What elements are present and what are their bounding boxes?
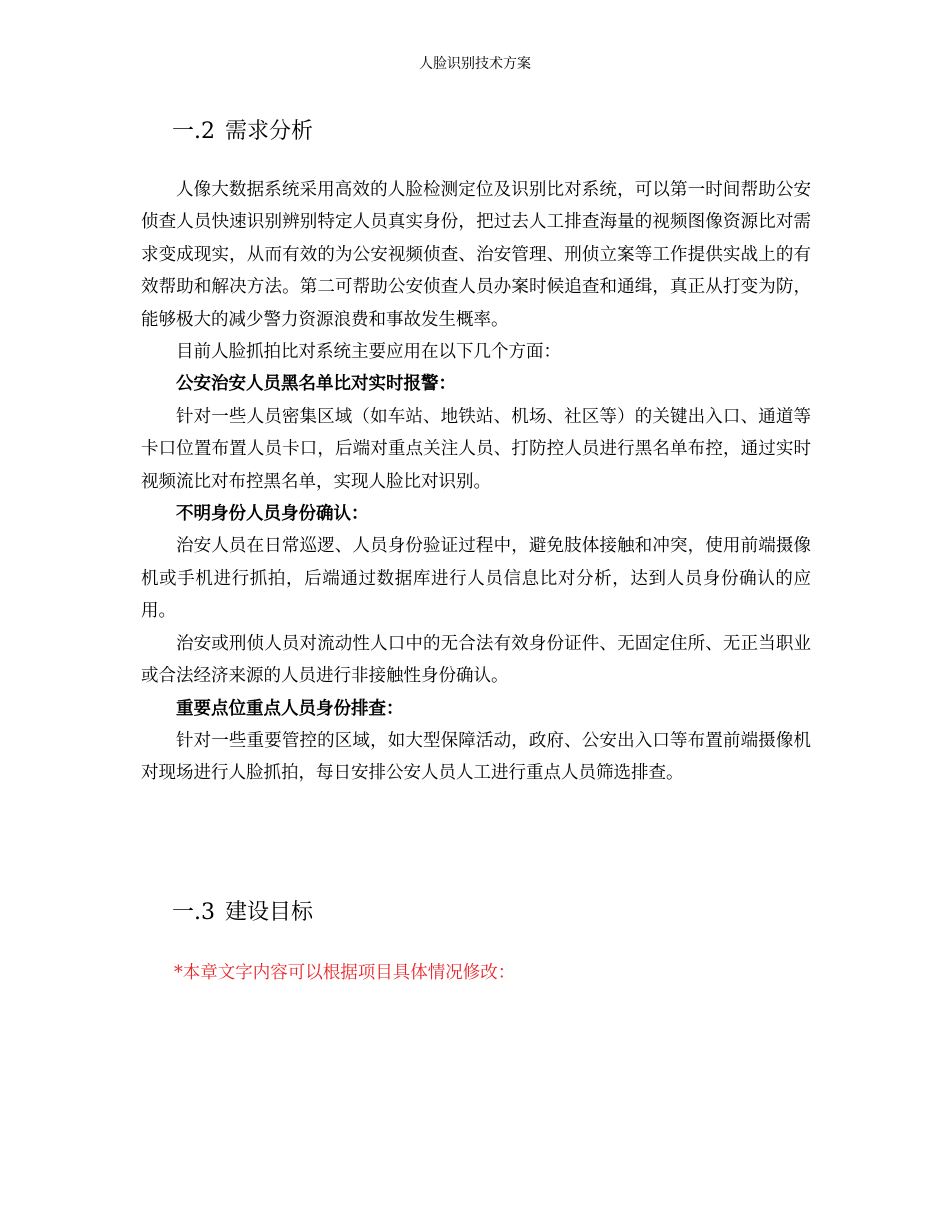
paragraph-floating-population: 治安或刑侦人员对流动性人口中的无合法有效身份证件、无固定住所、无正当职业或合法经济来源的人员进行非接触性身份确认。	[141, 633, 811, 687]
subheading-key-points: 重要点位重点人员身份排查：	[176, 698, 404, 719]
section-number: 一.2	[172, 119, 215, 144]
section-heading-goals	[172, 899, 313, 927]
section-body	[141, 174, 811, 790]
section-title: 建设目标	[225, 900, 314, 925]
paragraph-key-points: 针对一些重要管控的区域，如大型保障活动，政府、公安出入口等布置前端摄像机对现场进行人脸抓拍，每日安排公安人员人工进行重点人员筛选排查。	[141, 730, 811, 784]
edit-note: *本章文字内容可以根据项目具体情况修改：	[174, 963, 516, 983]
subheading-blacklist-alarm: 公安治安人员黑名单比对实时报警：	[176, 374, 456, 395]
paragraph-intro: 人像大数据系统采用高效的人脸检测定位及识别比对系统，可以第一时间帮助公安侦查人员快速识别辨别特定人员真实身份，把过去人工排查海量的视频图像资源比对需求变成现实，从而有效的为公安视频侦查、治安管理、刑侦立案等工作提供实战上的有效帮助和解决方法。第二可帮助公安侦查人员办案时候追查和通缉，真正从打变为防，能够极大的减少警力资源浪费和事故发生概率。	[141, 180, 811, 330]
paragraph-applications-lead: 目前人脸抓拍比对系统主要应用在以下几个方面：	[176, 342, 561, 363]
paragraph-blacklist: 针对一些人员密集区域（如车站、地铁站、机场、社区等）的关键出入口、通道等卡口位置布置人员卡口，后端对重点关注人员、打防控人员进行黑名单布控，通过实时视频流比对布控黑名单，实现人脸比对识别。	[141, 406, 811, 492]
section-number: 一.3	[172, 900, 215, 925]
subheading-identity-confirmation: 不明身份人员身份确认：	[176, 504, 369, 525]
paragraph-patrol: 治安人员在日常巡逻、人员身份验证过程中，避免肢体接触和冲突，使用前端摄像机或手机进行抓拍，后端通过数据库进行人员信息比对分析，达到人员身份确认的应用。	[141, 536, 811, 622]
document-title: 人脸识别技术方案	[419, 56, 531, 72]
section-title: 需求分析	[225, 119, 314, 144]
page-header	[0, 54, 950, 74]
section-heading-requirements	[172, 118, 313, 146]
